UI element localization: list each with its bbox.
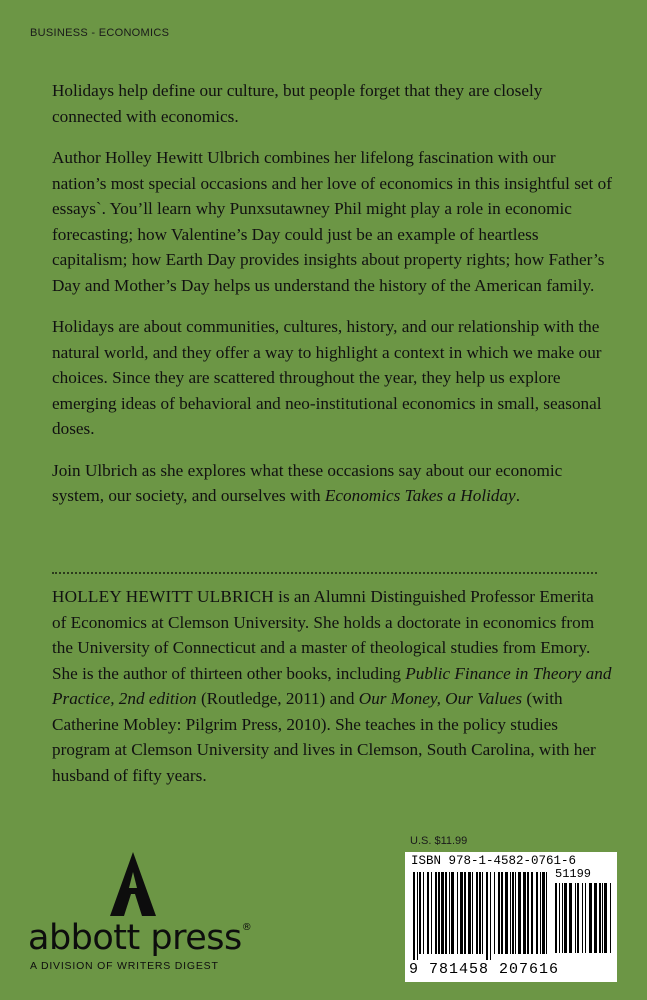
bio-book-2: Our Money, Our Values	[358, 689, 523, 708]
barcode-bar	[555, 883, 557, 953]
barcode-bar	[479, 872, 481, 954]
barcode-bar	[464, 872, 466, 954]
barcode-bar	[468, 872, 471, 954]
barcode-bar	[445, 872, 447, 954]
barcode-bar	[472, 872, 473, 954]
barcode-area	[405, 852, 617, 982]
barcode-bar	[599, 883, 601, 953]
blurb-paragraph-2: Author Holley Hewitt Ulbrich combines her lifelong fascination with our nation’s most special occasions and her love of economics in this insightful set of essays`. You’ll learn why Punxsutawney Phil might play a role in economic forecasting; how Valentine’s Day could just be an example of heartless capitalism; how Earth Day provides insights about property rights; how Father’s Day and Mother’s Day helps us understand the history of the American family.	[52, 148, 612, 295]
bio-text-3: (with Catherine Mobley: Pilgrim Press, 2010). She teaches in the policy studies program at Clemson University and lives in Clemson, South Carolina, with her husband of fifty years.	[52, 689, 596, 785]
barcode-bar	[486, 872, 488, 960]
price-label: U.S. $11.99	[410, 835, 468, 847]
barcode-bar	[490, 872, 491, 960]
registered-mark: ®	[241, 922, 252, 933]
barcode-bar	[594, 883, 597, 953]
barcode-bar	[413, 872, 415, 960]
barcode-bar	[523, 872, 526, 954]
bio-text-1: is an Alumni Distinguished Professor Emerita of Economics at Clemson University. She holds a doctorate in economics from the University of Connecticut and a master of theological studies from Emory. She is the author of thirteen other books, including	[52, 587, 595, 683]
barcode-bar	[438, 872, 440, 954]
barcode-bar	[501, 872, 503, 954]
barcode-bar	[457, 872, 458, 954]
barcode-bar	[589, 883, 592, 953]
barcode-bar	[498, 872, 500, 954]
barcode-bar	[417, 872, 418, 960]
barcode-bar	[577, 883, 579, 953]
barcode-bar	[575, 883, 576, 953]
barcode-bar	[423, 872, 424, 954]
barcode-bar	[527, 872, 529, 954]
barcode-bar	[536, 872, 538, 954]
bio-book-1: Public Finance in Theory and Practice, 2nd edition	[52, 663, 612, 708]
publisher-a-logo-icon	[110, 852, 156, 916]
blurb-paragraph-4	[52, 458, 612, 509]
publisher-logo-wordmark	[28, 918, 251, 958]
blurb-p4-end: .	[515, 486, 520, 505]
barcode-bar	[510, 872, 511, 954]
author-bio	[52, 584, 612, 788]
barcode-bar	[569, 883, 572, 953]
barcode-bar	[546, 872, 547, 954]
author-name: HOLLEY HEWITT ULBRICH	[52, 587, 274, 606]
barcode-bar	[610, 883, 611, 953]
barcode-bar	[602, 883, 603, 953]
barcode-bar	[518, 872, 521, 954]
barcode-bar	[449, 872, 450, 954]
barcode-bar	[604, 883, 607, 953]
barcode-bar	[542, 872, 545, 954]
barcode-bar	[435, 872, 437, 954]
barcode-bar	[515, 872, 516, 954]
addon-barcode	[555, 883, 611, 959]
barcode-bar	[460, 872, 463, 954]
barcode-bar	[531, 872, 533, 954]
barcode-bar	[482, 872, 483, 954]
publisher-name: abbott press	[28, 918, 242, 958]
category-label: BUSINESS - ECONOMICS	[30, 27, 170, 39]
blurb-paragraph-1: Holidays help define our culture, but people forget that they are closely connected with economics.	[52, 81, 543, 126]
blurb-paragraph-3: Holidays are about communities, cultures, history, and our relationship with the natural world, and they offer a way to highlight a context in which we make our choices. Since they are scattered throughout the year, they help us explore emerging ideas of behavioral and neo-institutional economics in small, seasonal doses.	[52, 317, 602, 438]
barcode-bar	[559, 883, 560, 953]
ean-barcode	[413, 872, 549, 960]
price-code: 51199	[555, 867, 592, 881]
barcode-bar	[451, 872, 454, 954]
book-description	[52, 78, 612, 509]
bio-text-2: (Routledge, 2011) and	[196, 689, 359, 708]
book-title: Economics Takes a Holiday	[324, 486, 516, 505]
barcode-bar	[585, 883, 586, 953]
barcode-bar	[564, 883, 567, 953]
barcode-bar	[419, 872, 421, 954]
barcode-bar	[441, 872, 444, 954]
bio-paragraph	[52, 584, 612, 788]
barcode-bar	[582, 883, 583, 953]
ean-digits: 9 781458 207616	[409, 961, 560, 978]
barcode-bar	[476, 872, 478, 954]
barcode-bar	[562, 883, 563, 953]
barcode-bar	[505, 872, 508, 954]
barcode-bar	[427, 872, 429, 954]
blurb-p4-text: Join Ulbrich as she explores what these occasions say about our economic system, our society, and ourselves with	[52, 460, 563, 505]
barcode-bar	[540, 872, 541, 954]
barcode-bar	[512, 872, 514, 954]
publisher-tagline: A DIVISION OF WRITERS DIGEST	[30, 960, 219, 972]
barcode-bar	[431, 872, 432, 954]
barcode-bar	[494, 872, 495, 954]
dotted-divider	[52, 572, 597, 574]
isbn-text: ISBN 978-1-4582-0761-6	[411, 854, 577, 868]
